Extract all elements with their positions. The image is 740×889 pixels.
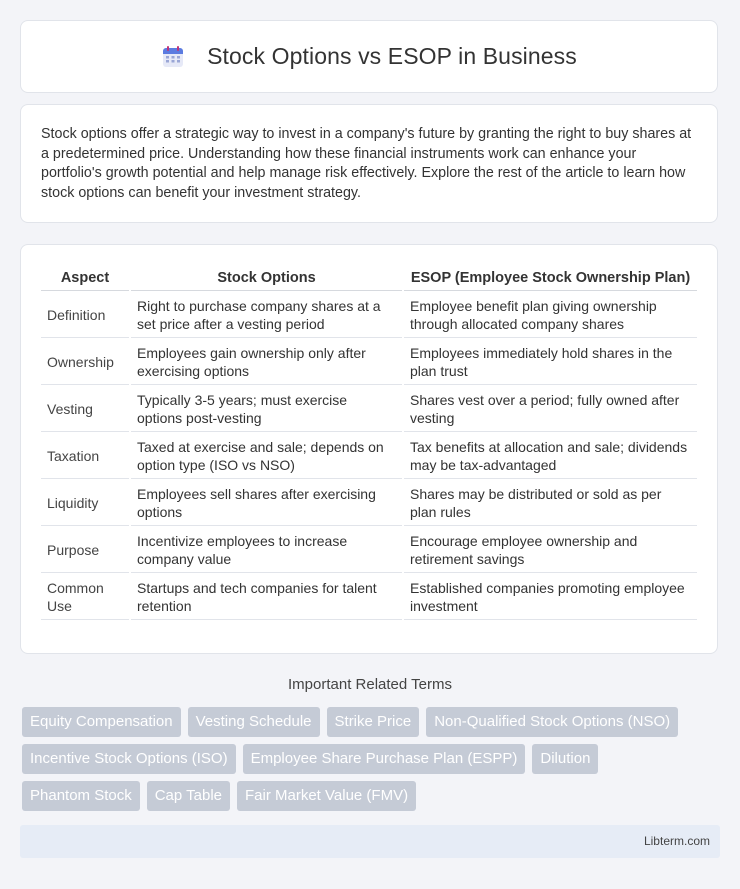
table-header-row: [41, 267, 697, 291]
row-esop-cell: Encourage employee ownership and retirement savings: [404, 528, 697, 573]
related-term-tag[interactable]: Equity Compensation: [22, 707, 181, 737]
related-term-tag[interactable]: Fair Market Value (FMV): [237, 781, 416, 811]
related-term-tag[interactable]: Strike Price: [327, 707, 420, 737]
table-row: [41, 575, 697, 620]
footer-site-link[interactable]: Libterm.com: [643, 834, 710, 848]
calendar-icon: [161, 45, 185, 69]
row-stock-options-cell: Taxed at exercise and sale; depends on option type (ISO vs NSO): [131, 434, 402, 479]
table-row: [41, 434, 697, 479]
table-row: [41, 293, 697, 338]
page-title: Stock Options vs ESOP in Business: [207, 43, 577, 69]
table-row: [41, 340, 697, 385]
row-aspect: Common Use: [41, 575, 129, 620]
row-esop-cell: Shares may be distributed or sold as per plan rules: [404, 481, 697, 526]
related-term-tag[interactable]: Incentive Stock Options (ISO): [22, 744, 236, 774]
row-esop-cell: Established companies promoting employee investment: [404, 575, 697, 620]
row-aspect: Taxation: [41, 434, 129, 479]
table-row: [41, 481, 697, 526]
comparison-table: [39, 265, 699, 622]
row-stock-options-cell: Employees gain ownership only after exercising options: [131, 340, 402, 385]
row-stock-options-cell: Typically 3-5 years; must exercise options post-vesting: [131, 387, 402, 432]
related-term-tag[interactable]: Employee Share Purchase Plan (ESPP): [243, 744, 526, 774]
related-term-tag[interactable]: Vesting Schedule: [188, 707, 320, 737]
row-stock-options-cell: Startups and tech companies for talent retention: [131, 575, 402, 620]
related-terms-list: [22, 707, 722, 818]
title-card: [20, 20, 718, 93]
column-header-stock-options: Stock Options: [131, 267, 402, 291]
table-row: [41, 387, 697, 432]
row-aspect: Definition: [41, 293, 129, 338]
row-stock-options-cell: Right to purchase company shares at a set price after a vesting period: [131, 293, 402, 338]
row-esop-cell: Shares vest over a period; fully owned after vesting: [404, 387, 697, 432]
table-row: [41, 528, 697, 573]
related-terms-heading: Important Related Terms: [288, 676, 452, 693]
row-aspect: Vesting: [41, 387, 129, 432]
footer: [20, 825, 720, 858]
related-term-tag[interactable]: Phantom Stock: [22, 781, 140, 811]
column-header-esop: ESOP (Employee Stock Ownership Plan): [404, 267, 697, 291]
row-esop-cell: Employee benefit plan giving ownership through allocated company shares: [404, 293, 697, 338]
intro-text: Stock options offer a strategic way to invest in a company's future by granting the right to buy shares at a predetermined price. Understanding how these financial instruments work can enhance your portfolio's growth potential and help manage risk effectively. Explore the rest of the article to learn how stock options can benefit your investment strategy.: [41, 126, 692, 201]
row-aspect: Liquidity: [41, 481, 129, 526]
comparison-table-card: [20, 244, 718, 654]
row-esop-cell: Employees immediately hold shares in the plan trust: [404, 340, 697, 385]
row-aspect: Ownership: [41, 340, 129, 385]
row-esop-cell: Tax benefits at allocation and sale; dividends may be tax-advantaged: [404, 434, 697, 479]
row-stock-options-cell: Employees sell shares after exercising options: [131, 481, 402, 526]
row-aspect: Purpose: [41, 528, 129, 573]
related-term-tag[interactable]: Dilution: [532, 744, 598, 774]
intro-card: [20, 104, 718, 223]
related-term-tag[interactable]: Non-Qualified Stock Options (NSO): [426, 707, 678, 737]
row-stock-options-cell: Incentivize employees to increase company value: [131, 528, 402, 573]
related-term-tag[interactable]: Cap Table: [147, 781, 230, 811]
column-header-aspect: Aspect: [41, 267, 129, 291]
